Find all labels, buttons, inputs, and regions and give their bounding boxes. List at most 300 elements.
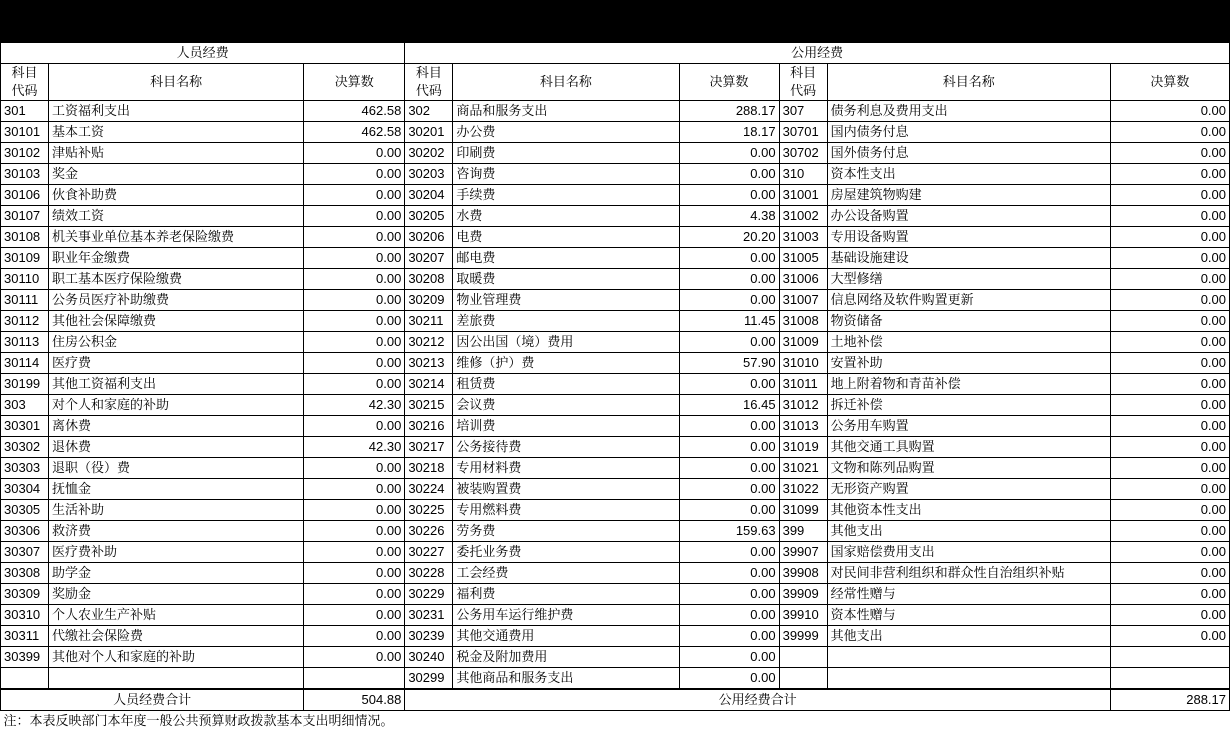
row-name-personnel: 救济费 <box>49 521 304 542</box>
row-code-public-a: 30227 <box>405 542 453 563</box>
col-header-code-2 <box>405 64 453 101</box>
col-header-amount-3: 决算数 <box>1110 64 1229 101</box>
row-name-personnel: 住房公积金 <box>49 332 304 353</box>
personnel-total-value: 504.88 <box>304 690 405 711</box>
row-code-personnel: 30308 <box>1 563 49 584</box>
row-name-personnel: 基本工资 <box>49 122 304 143</box>
row-amount-public-b: 0.00 <box>1110 332 1229 353</box>
black-cell <box>679 1 779 22</box>
row-name-personnel: 奖励金 <box>49 584 304 605</box>
table-row <box>1 521 1230 542</box>
table-row <box>1 290 1230 311</box>
row-name-public-b: 公务用车购置 <box>827 416 1110 437</box>
row-amount-public-a: 18.17 <box>679 122 779 143</box>
row-code-public-a: 30228 <box>405 563 453 584</box>
row-amount-public-a: 159.63 <box>679 521 779 542</box>
row-name-public-a: 邮电费 <box>453 248 679 269</box>
row-code-public-a: 30204 <box>405 185 453 206</box>
row-code-public-a: 30240 <box>405 647 453 668</box>
row-name-personnel: 绩效工资 <box>49 206 304 227</box>
row-name-public-a: 劳务费 <box>453 521 679 542</box>
row-code-public-a: 30213 <box>405 353 453 374</box>
row-name-personnel: 其他工资福利支出 <box>49 374 304 395</box>
row-code-personnel: 30399 <box>1 647 49 668</box>
row-name-public-b: 土地补偿 <box>827 332 1110 353</box>
row-amount-public-b <box>1110 668 1229 689</box>
black-cell <box>453 22 679 43</box>
row-code-personnel: 30311 <box>1 626 49 647</box>
row-code-personnel: 30310 <box>1 605 49 626</box>
group-header-public: 公用经费 <box>405 43 1230 64</box>
row-code-public-a: 30229 <box>405 584 453 605</box>
col-header-code-line2: 代码 <box>4 82 45 100</box>
row-code-public-a: 302 <box>405 101 453 122</box>
row-name-public-b: 国外债务付息 <box>827 143 1110 164</box>
table-row <box>1 206 1230 227</box>
row-code-public-b: 31099 <box>779 500 827 521</box>
row-name-public-a: 咨询费 <box>453 164 679 185</box>
row-amount-public-a: 20.20 <box>679 227 779 248</box>
row-amount-public-a: 0.00 <box>679 500 779 521</box>
row-name-public-a: 取暖费 <box>453 269 679 290</box>
row-name-public-b: 拆迁补偿 <box>827 395 1110 416</box>
row-code-public-b: 39909 <box>779 584 827 605</box>
column-header-row <box>1 64 1230 101</box>
black-spacer-row-1 <box>1 1 1230 22</box>
black-cell <box>453 1 679 22</box>
row-name-personnel: 职业年金缴费 <box>49 248 304 269</box>
row-amount-public-b: 0.00 <box>1110 458 1229 479</box>
row-amount-public-a: 11.45 <box>679 311 779 332</box>
row-code-public-b: 39907 <box>779 542 827 563</box>
col-header-code-line1: 科目 <box>4 64 45 82</box>
row-name-public-a: 因公出国（境）费用 <box>453 332 679 353</box>
row-name-personnel: 津贴补贴 <box>49 143 304 164</box>
black-spacer-row-2 <box>1 22 1230 43</box>
row-code-public-a: 30224 <box>405 479 453 500</box>
row-code-public-b: 31001 <box>779 185 827 206</box>
row-amount-personnel: 0.00 <box>304 206 405 227</box>
row-code-public-a: 30202 <box>405 143 453 164</box>
table-row <box>1 248 1230 269</box>
row-amount-public-b: 0.00 <box>1110 290 1229 311</box>
table-row <box>1 269 1230 290</box>
row-amount-personnel: 0.00 <box>304 227 405 248</box>
row-amount-public-b: 0.00 <box>1110 143 1229 164</box>
row-code-personnel: 30307 <box>1 542 49 563</box>
row-amount-public-a: 4.38 <box>679 206 779 227</box>
row-amount-public-a: 0.00 <box>679 416 779 437</box>
row-code-public-b: 31010 <box>779 353 827 374</box>
table-row <box>1 458 1230 479</box>
table-row <box>1 143 1230 164</box>
row-name-personnel: 伙食补助费 <box>49 185 304 206</box>
row-name-public-b: 专用设备购置 <box>827 227 1110 248</box>
row-name-public-a: 福利费 <box>453 584 679 605</box>
row-code-public-b: 31003 <box>779 227 827 248</box>
public-total-label: 公用经费合计 <box>405 690 1111 711</box>
row-code-public-b: 31009 <box>779 332 827 353</box>
table-row <box>1 374 1230 395</box>
table-row <box>1 668 1230 689</box>
row-name-public-a: 被装购置费 <box>453 479 679 500</box>
row-code-personnel: 30113 <box>1 332 49 353</box>
row-name-personnel: 个人农业生产补贴 <box>49 605 304 626</box>
row-code-personnel: 30305 <box>1 500 49 521</box>
row-code-public-a: 30209 <box>405 290 453 311</box>
budget-total-table <box>0 689 1230 731</box>
row-name-personnel: 机关事业单位基本养老保险缴费 <box>49 227 304 248</box>
black-cell <box>304 22 405 43</box>
row-amount-public-a: 0.00 <box>679 332 779 353</box>
row-code-public-a: 30216 <box>405 416 453 437</box>
row-code-public-b: 31019 <box>779 437 827 458</box>
row-name-public-a: 会议费 <box>453 395 679 416</box>
public-total-value: 288.17 <box>1110 690 1229 711</box>
row-code-public-a: 30203 <box>405 164 453 185</box>
row-amount-public-a: 288.17 <box>679 101 779 122</box>
totals-row <box>1 690 1230 711</box>
row-code-public-b <box>779 668 827 689</box>
row-name-public-a: 公务用车运行维护费 <box>453 605 679 626</box>
row-name-public-b: 办公设备购置 <box>827 206 1110 227</box>
row-code-public-a: 30212 <box>405 332 453 353</box>
row-code-personnel: 30107 <box>1 206 49 227</box>
row-code-public-b: 39908 <box>779 563 827 584</box>
black-cell <box>1110 22 1229 43</box>
row-amount-public-b: 0.00 <box>1110 479 1229 500</box>
table-row <box>1 647 1230 668</box>
row-amount-personnel: 462.58 <box>304 101 405 122</box>
row-amount-personnel: 0.00 <box>304 500 405 521</box>
row-code-public-b: 30701 <box>779 122 827 143</box>
row-code-personnel: 30103 <box>1 164 49 185</box>
row-amount-personnel: 0.00 <box>304 605 405 626</box>
row-amount-personnel: 42.30 <box>304 437 405 458</box>
row-amount-personnel: 42.30 <box>304 395 405 416</box>
black-cell <box>679 22 779 43</box>
row-code-public-b <box>779 647 827 668</box>
row-name-public-b: 其他支出 <box>827 626 1110 647</box>
row-code-public-b: 31011 <box>779 374 827 395</box>
black-cell <box>779 22 827 43</box>
row-name-public-a: 印刷费 <box>453 143 679 164</box>
row-code-personnel: 30301 <box>1 416 49 437</box>
black-cell <box>49 22 304 43</box>
row-amount-personnel: 0.00 <box>304 290 405 311</box>
row-name-personnel: 退休费 <box>49 437 304 458</box>
row-amount-personnel: 0.00 <box>304 647 405 668</box>
row-amount-public-b: 0.00 <box>1110 101 1229 122</box>
row-amount-public-b: 0.00 <box>1110 626 1229 647</box>
row-amount-public-a: 0.00 <box>679 437 779 458</box>
row-amount-personnel: 0.00 <box>304 458 405 479</box>
row-name-public-a: 其他商品和服务支出 <box>453 668 679 689</box>
row-name-personnel: 对个人和家庭的补助 <box>49 395 304 416</box>
row-code-public-b: 31005 <box>779 248 827 269</box>
row-amount-personnel: 0.00 <box>304 416 405 437</box>
row-code-personnel: 30306 <box>1 521 49 542</box>
row-code-public-a: 30206 <box>405 227 453 248</box>
row-amount-personnel: 0.00 <box>304 542 405 563</box>
col-header-code-line2: 代码 <box>783 82 824 100</box>
row-code-personnel: 30114 <box>1 353 49 374</box>
row-code-public-b: 31007 <box>779 290 827 311</box>
row-code-public-a: 30225 <box>405 500 453 521</box>
row-code-personnel: 30112 <box>1 311 49 332</box>
row-name-public-b: 安置补助 <box>827 353 1110 374</box>
row-code-personnel: 30199 <box>1 374 49 395</box>
col-header-name-3: 科目名称 <box>827 64 1110 101</box>
row-amount-public-b: 0.00 <box>1110 542 1229 563</box>
row-code-public-a: 30299 <box>405 668 453 689</box>
row-amount-personnel: 0.00 <box>304 143 405 164</box>
table-row <box>1 185 1230 206</box>
row-name-public-b: 债务利息及费用支出 <box>827 101 1110 122</box>
table-row <box>1 332 1230 353</box>
row-code-public-a: 30211 <box>405 311 453 332</box>
row-name-public-b: 无形资产购置 <box>827 479 1110 500</box>
row-amount-public-a: 0.00 <box>679 605 779 626</box>
row-code-public-b: 31002 <box>779 206 827 227</box>
row-code-public-b: 31021 <box>779 458 827 479</box>
row-name-public-b: 资本性赠与 <box>827 605 1110 626</box>
table-row <box>1 584 1230 605</box>
table-row <box>1 353 1230 374</box>
row-code-public-a: 30201 <box>405 122 453 143</box>
row-amount-public-b: 0.00 <box>1110 416 1229 437</box>
black-cell <box>1 22 49 43</box>
row-name-public-a: 办公费 <box>453 122 679 143</box>
col-header-code-line1: 科目 <box>408 64 449 82</box>
row-amount-public-a: 0.00 <box>679 479 779 500</box>
row-code-personnel: 30102 <box>1 143 49 164</box>
row-name-personnel: 工资福利支出 <box>49 101 304 122</box>
row-name-public-b: 信息网络及软件购置更新 <box>827 290 1110 311</box>
row-name-personnel: 公务员医疗补助缴费 <box>49 290 304 311</box>
row-name-public-a: 专用燃料费 <box>453 500 679 521</box>
black-cell <box>827 1 1110 22</box>
group-header-personnel: 人员经费 <box>1 43 405 64</box>
row-name-personnel: 生活补助 <box>49 500 304 521</box>
row-name-public-b: 基础设施建设 <box>827 248 1110 269</box>
row-name-public-a: 维修（护）费 <box>453 353 679 374</box>
row-amount-public-b: 0.00 <box>1110 395 1229 416</box>
row-amount-personnel: 0.00 <box>304 584 405 605</box>
col-header-code-3 <box>779 64 827 101</box>
row-name-personnel: 抚恤金 <box>49 479 304 500</box>
row-name-personnel: 职工基本医疗保险缴费 <box>49 269 304 290</box>
row-amount-personnel: 0.00 <box>304 479 405 500</box>
row-code-public-a: 30214 <box>405 374 453 395</box>
table-row <box>1 227 1230 248</box>
row-amount-personnel <box>304 668 405 689</box>
black-cell <box>304 1 405 22</box>
row-amount-public-a: 0.00 <box>679 668 779 689</box>
row-amount-public-a: 16.45 <box>679 395 779 416</box>
row-name-personnel <box>49 668 304 689</box>
row-name-personnel: 其他社会保障缴费 <box>49 311 304 332</box>
row-code-public-b: 30702 <box>779 143 827 164</box>
row-code-personnel <box>1 668 49 689</box>
row-amount-personnel: 0.00 <box>304 185 405 206</box>
col-header-amount-2: 决算数 <box>679 64 779 101</box>
row-code-public-b: 39999 <box>779 626 827 647</box>
row-name-public-a: 专用材料费 <box>453 458 679 479</box>
black-cell <box>49 1 304 22</box>
row-code-public-b: 399 <box>779 521 827 542</box>
col-header-code-line2: 代码 <box>408 82 449 100</box>
row-name-public-b: 国家赔偿费用支出 <box>827 542 1110 563</box>
row-amount-public-b: 0.00 <box>1110 563 1229 584</box>
row-amount-public-b: 0.00 <box>1110 437 1229 458</box>
row-name-personnel: 其他对个人和家庭的补助 <box>49 647 304 668</box>
row-amount-public-b: 0.00 <box>1110 248 1229 269</box>
table-row <box>1 563 1230 584</box>
row-code-public-a: 30215 <box>405 395 453 416</box>
personnel-total-label: 人员经费合计 <box>1 690 304 711</box>
row-code-personnel: 30108 <box>1 227 49 248</box>
row-amount-public-b: 0.00 <box>1110 353 1229 374</box>
row-name-public-b: 地上附着物和青苗补偿 <box>827 374 1110 395</box>
row-amount-public-b: 0.00 <box>1110 605 1229 626</box>
table-row <box>1 164 1230 185</box>
table-row <box>1 500 1230 521</box>
row-code-personnel: 30101 <box>1 122 49 143</box>
row-amount-personnel: 0.00 <box>304 563 405 584</box>
row-code-public-b: 31022 <box>779 479 827 500</box>
row-name-public-a: 水费 <box>453 206 679 227</box>
black-cell <box>779 1 827 22</box>
row-amount-public-b: 0.00 <box>1110 122 1229 143</box>
table-row <box>1 416 1230 437</box>
row-name-public-b: 国内债务付息 <box>827 122 1110 143</box>
row-amount-public-b: 0.00 <box>1110 269 1229 290</box>
row-name-personnel: 医疗费 <box>49 353 304 374</box>
col-header-name-2: 科目名称 <box>453 64 679 101</box>
row-amount-public-a: 0.00 <box>679 143 779 164</box>
black-cell <box>405 1 453 22</box>
row-code-public-b: 31012 <box>779 395 827 416</box>
row-name-public-b: 其他支出 <box>827 521 1110 542</box>
black-cell <box>405 22 453 43</box>
row-amount-public-a: 0.00 <box>679 164 779 185</box>
row-code-public-a: 30226 <box>405 521 453 542</box>
row-code-public-a: 30231 <box>405 605 453 626</box>
group-header-row <box>1 43 1230 64</box>
row-amount-personnel: 0.00 <box>304 248 405 269</box>
row-code-public-a: 30208 <box>405 269 453 290</box>
table-row <box>1 122 1230 143</box>
row-amount-public-a: 0.00 <box>679 626 779 647</box>
row-amount-personnel: 0.00 <box>304 332 405 353</box>
row-amount-public-b: 0.00 <box>1110 164 1229 185</box>
row-name-public-b: 其他资本性支出 <box>827 500 1110 521</box>
row-name-public-b <box>827 668 1110 689</box>
row-code-personnel: 30303 <box>1 458 49 479</box>
table-row <box>1 437 1230 458</box>
row-amount-personnel: 0.00 <box>304 626 405 647</box>
row-name-public-b <box>827 647 1110 668</box>
row-name-public-b: 房屋建筑物购建 <box>827 185 1110 206</box>
row-amount-public-b: 0.00 <box>1110 185 1229 206</box>
table-row <box>1 542 1230 563</box>
col-header-amount-1: 决算数 <box>304 64 405 101</box>
row-name-public-a: 培训费 <box>453 416 679 437</box>
row-amount-personnel: 0.00 <box>304 521 405 542</box>
row-code-personnel: 30304 <box>1 479 49 500</box>
row-code-public-b: 31013 <box>779 416 827 437</box>
row-code-personnel: 30109 <box>1 248 49 269</box>
row-name-public-a: 差旅费 <box>453 311 679 332</box>
row-name-personnel: 医疗费补助 <box>49 542 304 563</box>
row-amount-public-a: 0.00 <box>679 269 779 290</box>
row-amount-public-b: 0.00 <box>1110 374 1229 395</box>
row-name-public-a: 商品和服务支出 <box>453 101 679 122</box>
table-row <box>1 626 1230 647</box>
row-name-personnel: 代缴社会保险费 <box>49 626 304 647</box>
row-amount-public-a: 0.00 <box>679 290 779 311</box>
table-row <box>1 395 1230 416</box>
row-name-public-a: 工会经费 <box>453 563 679 584</box>
row-name-public-a: 公务接待费 <box>453 437 679 458</box>
row-name-personnel: 助学金 <box>49 563 304 584</box>
row-code-public-b: 310 <box>779 164 827 185</box>
row-code-public-b: 39910 <box>779 605 827 626</box>
row-code-public-a: 30217 <box>405 437 453 458</box>
row-amount-public-a: 0.00 <box>679 647 779 668</box>
black-cell <box>1 1 49 22</box>
table-note: 注：本表反映部门本年度一般公共预算财政拨款基本支出明细情况。 <box>1 711 1230 731</box>
row-name-public-a: 租赁费 <box>453 374 679 395</box>
row-amount-personnel: 462.58 <box>304 122 405 143</box>
row-code-public-a: 30205 <box>405 206 453 227</box>
black-cell <box>827 22 1110 43</box>
row-name-public-b: 对民间非营利组织和群众性自治组织补贴 <box>827 563 1110 584</box>
row-amount-public-b: 0.00 <box>1110 227 1229 248</box>
row-code-public-a: 30239 <box>405 626 453 647</box>
row-amount-public-b: 0.00 <box>1110 206 1229 227</box>
row-code-personnel: 30302 <box>1 437 49 458</box>
row-name-public-b: 资本性支出 <box>827 164 1110 185</box>
row-amount-personnel: 0.00 <box>304 164 405 185</box>
row-code-public-a: 30218 <box>405 458 453 479</box>
row-amount-public-b: 0.00 <box>1110 311 1229 332</box>
row-name-personnel: 奖金 <box>49 164 304 185</box>
row-amount-public-b: 0.00 <box>1110 584 1229 605</box>
row-amount-public-b: 0.00 <box>1110 521 1229 542</box>
row-name-public-b: 大型修缮 <box>827 269 1110 290</box>
row-code-personnel: 30111 <box>1 290 49 311</box>
row-amount-public-a: 0.00 <box>679 185 779 206</box>
table-row <box>1 311 1230 332</box>
row-name-public-b: 经常性赠与 <box>827 584 1110 605</box>
row-code-personnel: 30110 <box>1 269 49 290</box>
row-name-public-a: 物业管理费 <box>453 290 679 311</box>
row-name-personnel: 退职（役）费 <box>49 458 304 479</box>
col-header-code-1 <box>1 64 49 101</box>
black-cell <box>1110 1 1229 22</box>
table-row <box>1 101 1230 122</box>
row-name-public-a: 其他交通费用 <box>453 626 679 647</box>
row-amount-public-a: 0.00 <box>679 563 779 584</box>
row-code-public-b: 307 <box>779 101 827 122</box>
row-amount-personnel: 0.00 <box>304 269 405 290</box>
col-header-code-line1: 科目 <box>783 64 824 82</box>
row-amount-public-a: 0.00 <box>679 542 779 563</box>
row-code-personnel: 30106 <box>1 185 49 206</box>
row-name-public-b: 物资储备 <box>827 311 1110 332</box>
